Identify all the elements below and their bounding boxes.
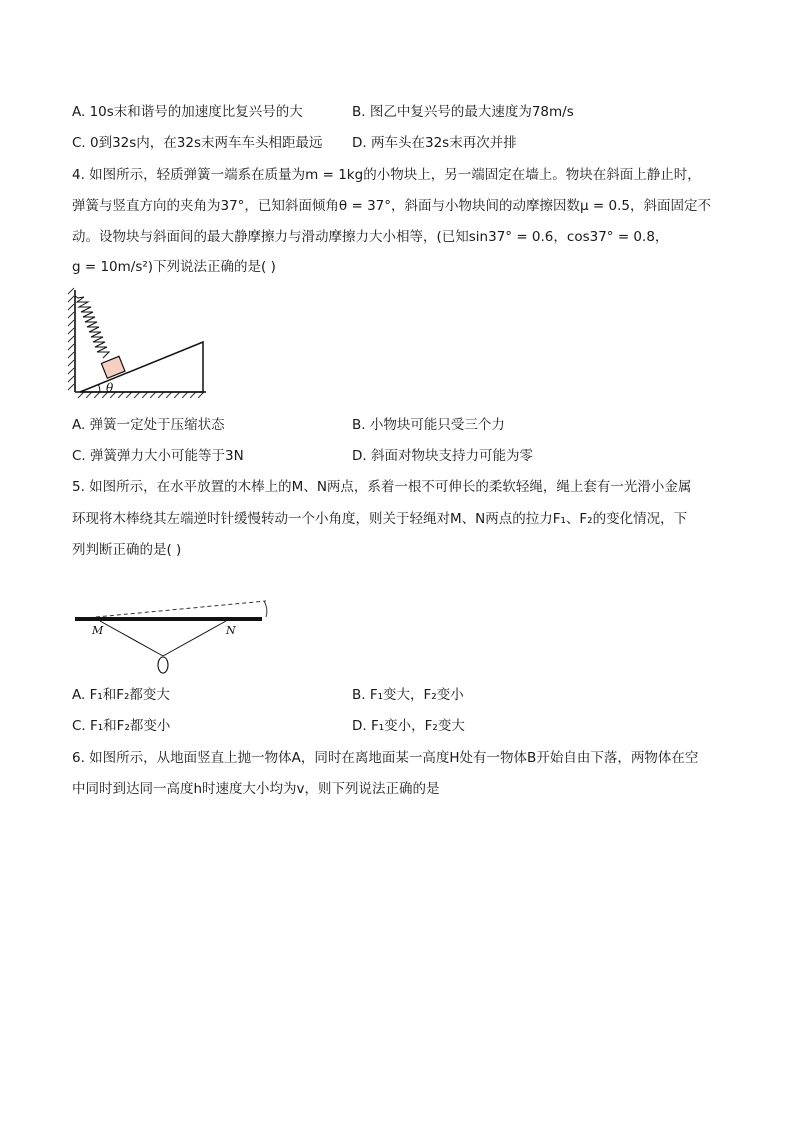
q4-stem-line4: g = 10m/s²)下列说法正确的是( ) — [72, 259, 276, 275]
rope-right — [163, 621, 226, 656]
q4-option-c: C. 弹簧弹力大小可能等于3N — [72, 448, 244, 464]
q6-stem-line2: 中同时到达同一高度h时速度大小均为v，则下列说法正确的是 — [72, 781, 440, 797]
q5-option-c: C. F₁和F₂都变小 — [72, 718, 171, 734]
q5-stem-line1: 5. 如图所示，在水平放置的木棒上的M、N两点，系着一根不可伸长的柔软轻绳，绳上套有一光滑小金属 — [72, 479, 692, 495]
q4-spring-incline-figure — [66, 288, 216, 398]
q4-stem-line1: 4. 如图所示，轻质弹簧一端系在质量为m = 1kg的小物块上，另一端固定在墙上。物块在斜面上静止时， — [72, 167, 701, 183]
q4-option-d: D. 斜面对物块支持力可能为零 — [352, 448, 533, 464]
q5-option-d: D. F₁变小，F₂变大 — [352, 718, 465, 734]
rotated-rod-dashed — [75, 601, 266, 619]
point-m-label: M — [92, 624, 104, 637]
angle-arc — [99, 385, 101, 392]
q3-option-b: B. 图乙中复兴号的最大速度为78m/s — [352, 104, 574, 120]
q5-rod-rope-figure — [70, 598, 280, 678]
q4-option-b: B. 小物块可能只受三个力 — [352, 417, 505, 433]
q5-stem-line2: 环现将木棒绕其左端逆时针缓慢转动一个小角度，则关于轻绳对M、N两点的拉力F₁、F₂的变化情况，下 — [72, 511, 688, 527]
metal-ring — [158, 657, 168, 673]
rotation-arc — [264, 601, 267, 617]
q5-stem-line3: 列判断正确的是( ) — [72, 542, 182, 558]
q3-option-d: D. 两车头在32s末再次并排 — [352, 135, 517, 151]
q6-stem-line1: 6. 如图所示，从地面竖直上抛一物体A，同时在离地面某一高度H处有一物体B开始自由下落，两物体在空 — [72, 750, 699, 766]
rope-left — [100, 621, 163, 656]
q3-option-a: A. 10s末和谐号的加速度比复兴号的大 — [72, 104, 303, 120]
q5-option-a: A. F₁和F₂都变大 — [72, 687, 170, 703]
ground-hatching — [78, 392, 204, 398]
q4-stem-line2: 弹簧与竖直方向的夹角为37°，已知斜面倾角θ = 37°，斜面与小物块间的动摩擦因数μ = 0.5，斜面固定不 — [72, 198, 711, 214]
incline — [80, 342, 203, 392]
point-n-label: N — [226, 624, 236, 637]
q4-option-a: A. 弹簧一定处于压缩状态 — [72, 417, 225, 433]
q5-option-b: B. F₁变大，F₂变小 — [352, 687, 464, 703]
wall-hatching — [68, 288, 74, 390]
spring — [75, 296, 109, 358]
theta-label: θ — [106, 381, 114, 395]
q4-stem-line3: 动。设物块与斜面间的最大静摩擦力与滑动摩擦力大小相等，(已知sin37° = 0.6，cos37° = 0.8， — [72, 229, 669, 245]
q3-option-c: C. 0到32s内，在32s末两车车头相距最远 — [72, 135, 323, 151]
